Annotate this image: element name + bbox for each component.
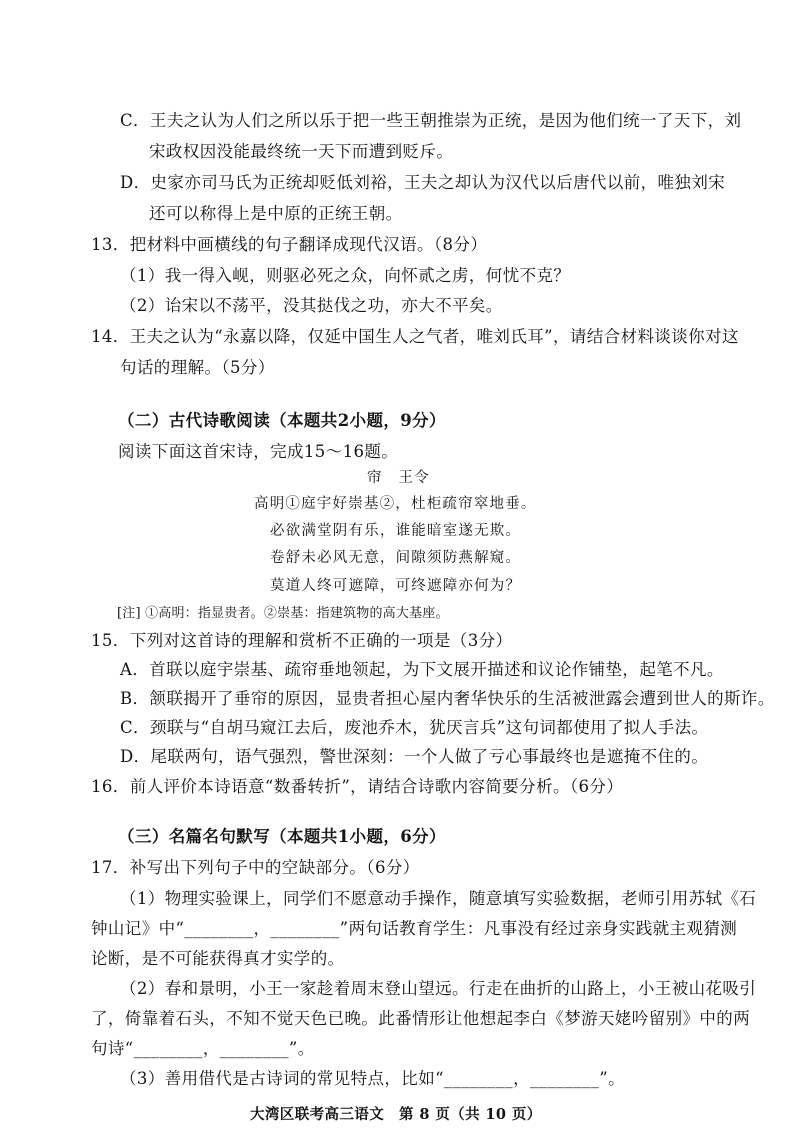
section-3-heading: （三）名篇名句默写（本题共1小题，6分） [118, 827, 446, 846]
poem-line: 高明①庭宇好崇基②，杜柜疏帘窣地垂。 [254, 496, 537, 512]
poem-title: 帘 王令 [367, 470, 430, 486]
q13-sentence-2: （2）诒宋以不荡平，没其挞伐之功，亦大不平矣。 [120, 296, 503, 315]
q16-stem: 16．前人评价本诗语意“数番转折”，请结合诗歌内容简要分析。（6分） [91, 777, 624, 796]
page-footer: 大湾区联考高三语文 第 8 页（共 10 页） [250, 1106, 542, 1123]
q12-option-d-line2: 还可以称得上是中原的正统王朝。 [149, 204, 403, 223]
q17-part1-line1: （1）物理实验课上，同学们不愿意动手操作，随意填写实验数据，老师引用苏轼《石 [120, 889, 757, 908]
q15-option-a: A．首联以庭宇崇基、疏帘垂地领起，为下文展开描述和议论作铺垫，起笔不凡。 [120, 660, 724, 679]
q17-stem: 17．补写出下列句子中的空缺部分。（6分） [91, 858, 420, 877]
q12-option-d-line1: D．史家亦司马氏为正统却贬低刘裕，王夫之却认为汉代以后唐代以前，唯独刘宋 [120, 173, 726, 192]
q15-stem: 15．下列对这首诗的理解和赏析不正确的一项是（3分） [91, 631, 513, 650]
q14-stem-line2: 句话的理解。（5分） [120, 358, 275, 377]
poem-line: 必欲满堂阴有乐，谁能暗室遂无欺。 [270, 523, 522, 539]
poem-annotation: [注] ①高明：指显贵者。②崇基：指建筑物的高大基座。 [117, 606, 449, 621]
q15-option-c: C．颈联与“自胡马窥江去后，废池乔木，犹厌言兵”这句词都使用了拟人手法。 [120, 718, 709, 737]
q12-option-c-line2: 宋政权因没能最终统一天下而遭到贬斥。 [149, 142, 454, 161]
q14-stem-line1: 14．王夫之认为“永嘉以降，仅延中国生人之气者，唯刘氏耳”，请结合材料谈谈你对这 [91, 327, 739, 346]
q13-stem: 13．把材料中画横线的句子翻译成现代汉语。（8分） [91, 235, 488, 254]
q17-part3-line1: （3）善用借代是古诗词的常见特点，比如“________，________”。 [120, 1069, 625, 1088]
section-2-heading: （二）古代诗歌阅读（本题共2小题，9分） [118, 411, 446, 430]
q17-part2-line2: 了，倚靠着石头，不知不觉天色已晚。此番情形让他想起李白《梦游天姥吟留别》中的两 [91, 1009, 751, 1028]
section-2-intro: 阅读下面这首宋诗，完成15～16题。 [118, 442, 399, 461]
q13-sentence-1: （1）我一得入岘，则驱必死之众，向怀贰之虏，何忧不克？ [120, 266, 571, 285]
q15-option-d: D．尾联两句，语气强烈，警世深刻：一个人做了亏心事最终也是遮掩不住的。 [120, 747, 709, 766]
q12-option-c-line1: C．王夫之认为人们之所以乐于把一些王朝推崇为正统，是因为他们统一了天下，刘 [120, 111, 742, 130]
q15-option-b: B．颔联揭开了垂帘的原因，显贵者担心屋内奢华快乐的生活被泄露会遭到世人的斯诈。 [120, 689, 775, 708]
q17-part2-line3: 句诗“________，________”。 [91, 1039, 315, 1058]
poem-line: 莫道人终可遮障，可终遮障亦何为？ [270, 578, 522, 594]
q17-part1-line2: 钟山记》中“________，________”两句话教育学生：凡事没有经过亲身实践就主观猜测 [91, 919, 738, 938]
poem-line: 卷舒未必风无意，间隙须防燕解窥。 [270, 550, 522, 566]
q17-part1-line3: 论断，是不可能获得真才实学的。 [91, 949, 345, 968]
q17-part2-line1: （2）春和景明，小王一家趁着周末登山望远。行走在曲折的山路上，小王被山花吸引 [120, 979, 757, 998]
